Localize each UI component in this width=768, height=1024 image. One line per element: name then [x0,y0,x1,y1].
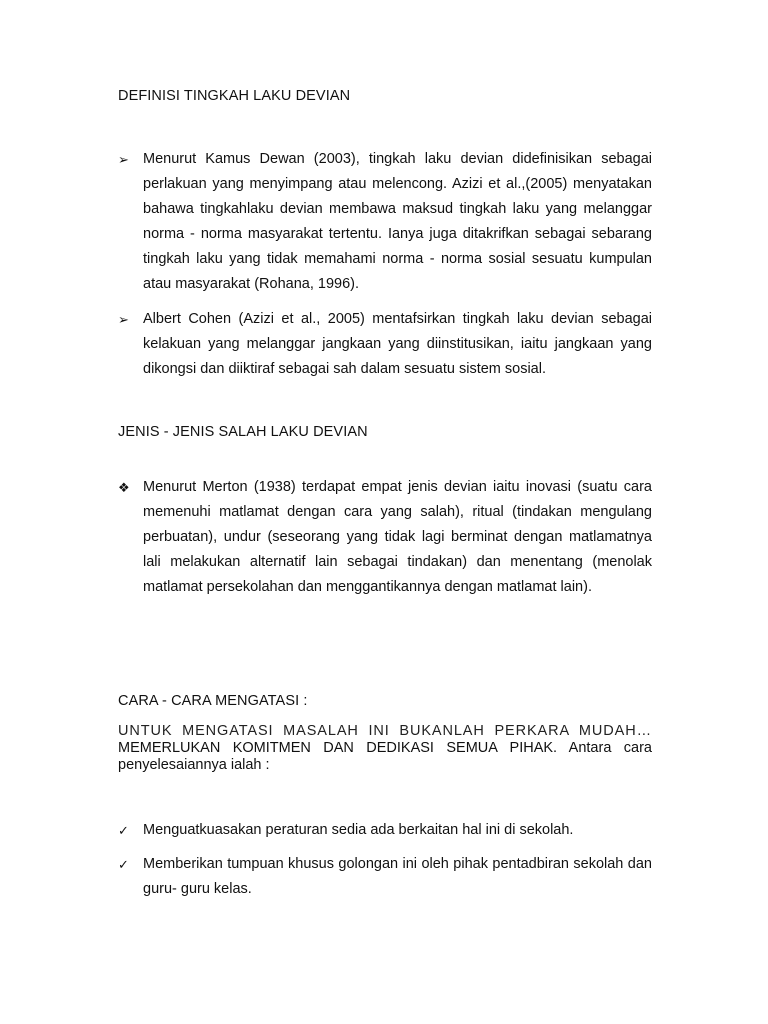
intro-rest-text: MEMERLUKAN KOMITMEN DAN DEDIKASI SEMUA PIHAK. Antara cara penyelesaiannya ialah : [118,740,652,773]
bullet-text: Menguatkuasakan peraturan sedia ada berkaitan hal ini di sekolah. [143,822,574,838]
section-heading-definisi: DEFINISI TINGKAH LAKU DEVIAN [118,88,351,104]
arrowhead-bullet-icon: ➢ [118,152,129,167]
section-heading-cara: CARA - CARA MENGATASI : [118,693,308,709]
intro-paragraph [118,723,652,774]
bullet-text: Albert Cohen (Azizi et al., 2005) mentafsirkan tingkah laku devian sebagai kelakuan yang melanggar jangkaan yang diinstitusikan, iaitu jangkaan yang dikongsi dan diiktiraf sebagai sah dalam sesuatu sistem sosial. [143,311,652,377]
intro-light-text: UNTUK MENGATASI MASALAH INI BUKANLAH PERKARA MUDAH… [118,723,652,739]
four-diamond-bullet-icon: ❖ [118,480,130,495]
bullet-text: Memberikan tumpuan khusus golongan ini oleh pihak pentadbiran sekolah dan guru- guru kelas. [143,856,652,897]
checkmark-bullet-icon: ✓ [118,823,129,838]
arrowhead-bullet-icon: ➢ [118,312,129,327]
bullet-text: Menurut Merton (1938) terdapat empat jenis devian iaitu inovasi (suatu cara memenuhi matlamat dengan cara yang salah), ritual (tindakan mengulang perbuatan), undur (seseorang yang tidak lagi berminat dengan matlamatnya lali melakukan alternatif lain sebagai tindakan) dan menentang (menolak matlamat persekolahan dan menggantikannya dengan matlamat lain). [143,479,652,595]
section-heading-jenis: JENIS - JENIS SALAH LAKU DEVIAN [118,424,368,440]
bullet-text: Menurut Kamus Dewan (2003), tingkah laku devian didefinisikan sebagai perlakuan yang menyimpang atau melencong. Azizi et al.,(2005) menyatakan bahawa tingkahlaku devian membawa maksud tingkah laku yang melanggar norma - norma masyarakat tertentu. Ianya juga ditakrifkan sebagai sebarang tingkah laku yang tidak memahami norma - norma sosial sesuatu kumpulan atau masyarakat (Rohana, 1996). [143,151,652,292]
checkmark-bullet-icon: ✓ [118,857,129,872]
